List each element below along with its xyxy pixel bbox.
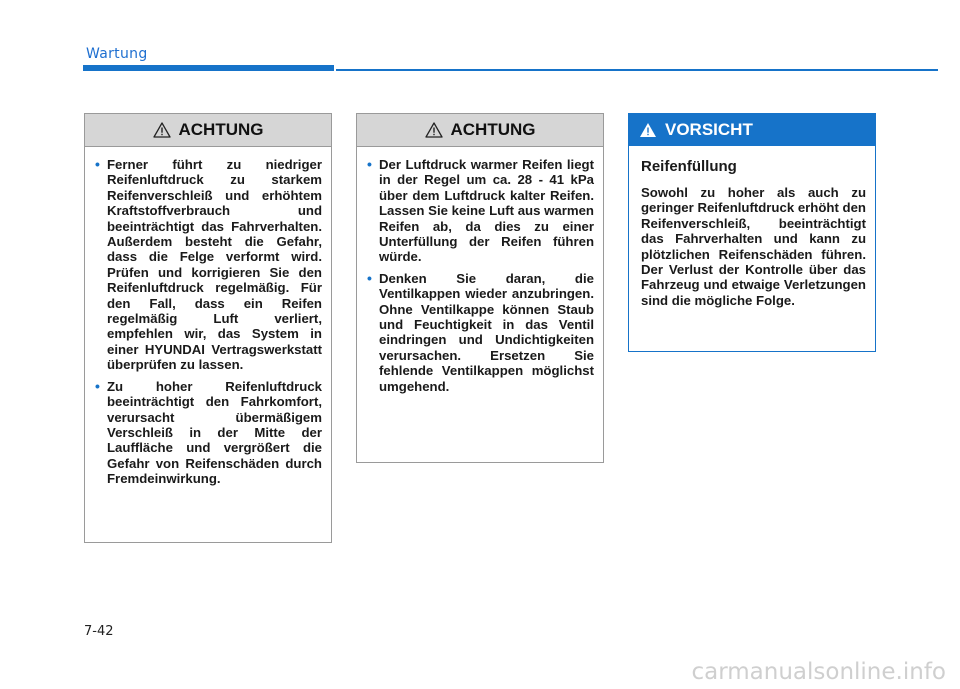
caution-box-title: VORSICHT (665, 120, 753, 139)
header-rule-thin (336, 69, 938, 71)
caution-subtitle: Reifenfüllung (641, 158, 737, 175)
list-item: • Zu hoher Reifenluftdruck beeinträchtigt den Fahrkomfort, verursacht übermäßigem Verschleiß in der Mitte der Lauffläche und vergrößert die Gefahr von Reifenschäden durch Fremdeinwirkung. (97, 379, 322, 487)
warning-box-title: ACHTUNG (450, 120, 536, 139)
bullet-list (97, 157, 322, 487)
warning-box-warm-tires (356, 113, 604, 463)
list-item: • Denken Sie daran, die Ventilkappen wieder anzubringen. Ohne Ventilkappe können Staub und Feuchtigkeit in das Ventil eindringen und Undichtigkeiten verursachen. Ersetzen Sie fehlende Ventilkappen möglichst umgehend. (369, 271, 594, 394)
warning-triangle-icon (153, 122, 171, 138)
caution-box-header (629, 114, 875, 146)
section-title: Wartung (86, 46, 148, 62)
bullet-list (369, 157, 594, 394)
warning-box-title: ACHTUNG (178, 120, 264, 139)
list-item: • Ferner führt zu niedriger Reifenluftdruck zu starkem Reifenverschleiß und erhöhtem Kraftstoffverbrauch und beeinträchtigt das Fahrverhalten. Außerdem besteht die Gefahr, dass die Felge verformt wird. Prüfen und korrigieren Sie den Reifenluftdruck regelmäßig. Für den Fall, dass ein Reifen regelmäßig Luft verliert, empfehlen wir, das System in einer HYUNDAI Vertragswerkstatt überprüfen zu lassen. (97, 157, 322, 373)
watermark: carmanualsonline.info (691, 659, 946, 685)
list-item: • Der Luftdruck warmer Reifen liegt in der Regel um ca. 28 - 41 kPa über dem Luftdruck kalter Reifen. Lassen Sie keine Luft aus warmen Reifen ab, da dies zu einer Unterfüllung der Reifen führen würde. (369, 157, 594, 265)
warning-box-header (357, 114, 603, 147)
warning-box-header (85, 114, 331, 147)
header-rule-thick (83, 65, 334, 71)
warning-triangle-icon (425, 122, 443, 138)
caution-text: Sowohl zu hoher als auch zu geringer Reifenluftdruck erhöht den Reifenverschleiß, beeinträchtigt das Fahrverhalten und kann zu plötzlichen Reifenschäden führen. Der Verlust der Kontrolle über das Fahrzeug und etwaige Verletzungen sind die mögliche Folge. (641, 185, 866, 308)
warning-triangle-icon (639, 122, 657, 138)
page-number: 7-42 (84, 624, 114, 639)
caution-box-tire-filling (628, 113, 876, 352)
warning-box-tire-pressure (84, 113, 332, 543)
